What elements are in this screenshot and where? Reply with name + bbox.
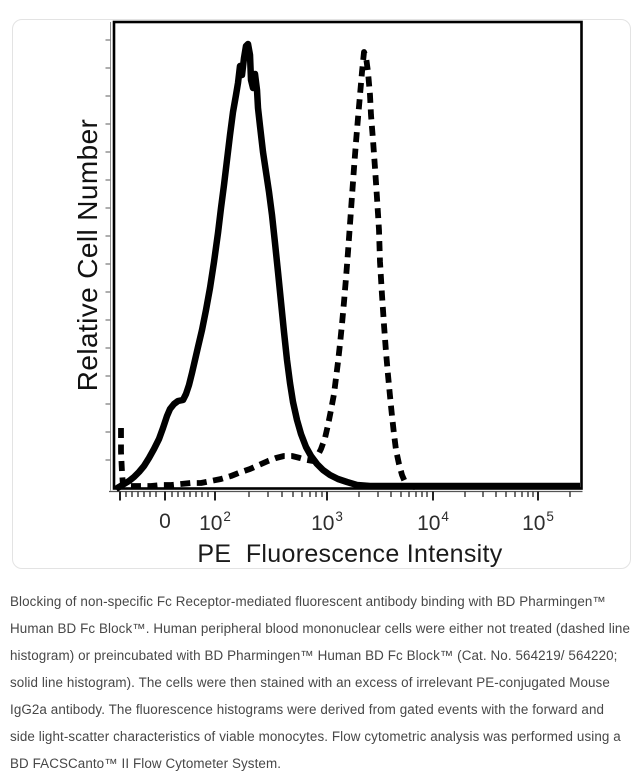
x-axis-label: PE Fluorescence Intensity [197,540,503,568]
x-tick-label: $10^5$ [522,509,554,535]
y-axis-label: Relative Cell Number [72,118,103,392]
x-tick-label: 0 [159,510,171,533]
x-tick-label: $10^4$ [417,509,449,535]
x-tick-label: $10^2$ [199,509,231,535]
figure-caption: Blocking of non-specific Fc Receptor-mediated fluorescent antibody binding with BD Pharmingen™ Human BD Fc Block™. Human peripheral blood mononuclear cells were either not treated (dashed line histogram) or preincubated with BD Pharmingen™ Human BD Fc Block™ (Cat. No. 564219/ 564220; solid line histogram). The cells were then stained with an excess of irrelevant PE-conjugated Mouse IgG2a antibody. The fluorescence histograms were derived from gated events with the forward and side light-scatter characteristics of viable monocytes. Flow cytometric analysis was performed using a BD FACSCanto™ II Flow Cytometer System. [10,594,631,771]
x-tick-label: $10^3$ [311,509,343,535]
